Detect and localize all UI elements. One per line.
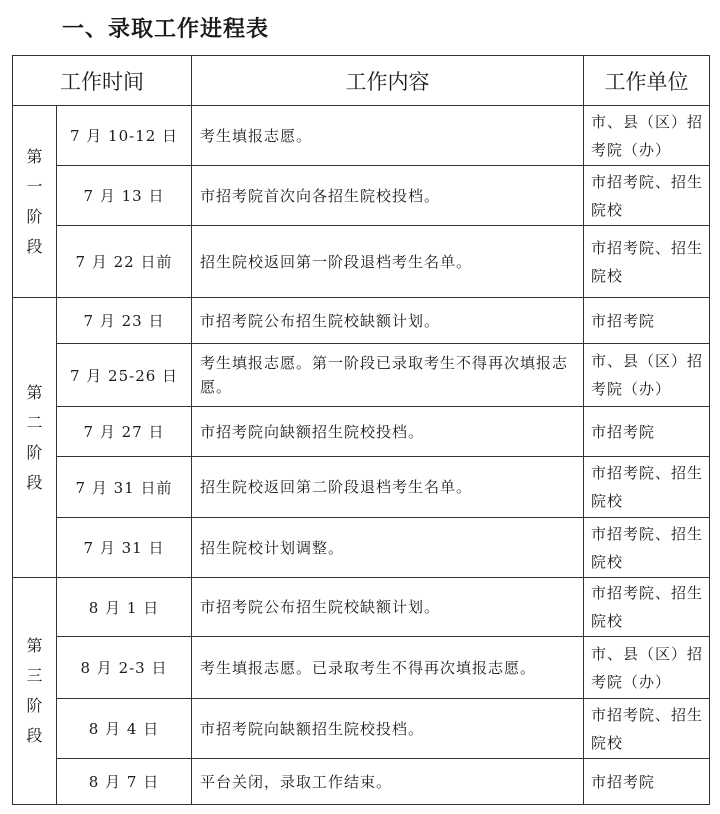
table-row bbox=[13, 407, 710, 457]
unit-cell: 市、县（区）招考院（办） bbox=[584, 344, 710, 407]
content-cell: 考生填报志愿。 bbox=[192, 106, 584, 166]
time-cell: 7 月 13 日 bbox=[57, 166, 192, 226]
header-row bbox=[13, 56, 710, 106]
content-cell: 市招考院公布招生院校缺额计划。 bbox=[192, 578, 584, 637]
table-row bbox=[13, 578, 710, 637]
content-cell: 市招考院公布招生院校缺额计划。 bbox=[192, 298, 584, 344]
unit-cell: 市招考院、招生院校 bbox=[584, 226, 710, 298]
unit-cell: 市招考院、招生院校 bbox=[584, 578, 710, 637]
unit-cell: 市招考院、招生院校 bbox=[584, 699, 710, 759]
phase-3-label: 第 三 阶 段 bbox=[13, 578, 57, 805]
unit-cell: 市、县（区）招考院（办） bbox=[584, 106, 710, 166]
time-cell: 7 月 31 日前 bbox=[57, 457, 192, 518]
content-cell: 市招考院向缺额招生院校投档。 bbox=[192, 699, 584, 759]
page-title: 一、录取工作进程表 bbox=[62, 17, 270, 42]
unit-cell: 市招考院 bbox=[584, 298, 710, 344]
table-row bbox=[13, 699, 710, 759]
content-cell: 考生填报志愿。已录取考生不得再次填报志愿。 bbox=[192, 637, 584, 699]
table-row bbox=[13, 518, 710, 578]
content-cell: 招生院校返回第二阶段退档考生名单。 bbox=[192, 457, 584, 518]
header-unit: 工作单位 bbox=[584, 56, 710, 106]
unit-cell: 市招考院、招生院校 bbox=[584, 457, 710, 518]
content-cell: 平台关闭，录取工作结束。 bbox=[192, 759, 584, 805]
unit-cell: 市招考院、招生院校 bbox=[584, 166, 710, 226]
unit-cell: 市招考院 bbox=[584, 759, 710, 805]
time-cell: 7 月 27 日 bbox=[57, 407, 192, 457]
content-cell: 市招考院向缺额招生院校投档。 bbox=[192, 407, 584, 457]
time-cell: 7 月 23 日 bbox=[57, 298, 192, 344]
phase-2-label: 第 二 阶 段 bbox=[13, 298, 57, 578]
time-cell: 7 月 25-26 日 bbox=[57, 344, 192, 407]
unit-cell: 市、县（区）招考院（办） bbox=[584, 637, 710, 699]
table-row bbox=[13, 344, 710, 407]
time-cell: 7 月 10-12 日 bbox=[57, 106, 192, 166]
table-row bbox=[13, 637, 710, 699]
table-row bbox=[13, 759, 710, 805]
content-cell: 考生填报志愿。第一阶段已录取考生不得再次填报志愿。 bbox=[192, 344, 584, 407]
time-cell: 7 月 22 日前 bbox=[57, 226, 192, 298]
table-row bbox=[13, 298, 710, 344]
header-content: 工作内容 bbox=[192, 56, 584, 106]
admission-schedule-table bbox=[12, 55, 710, 805]
time-cell: 8 月 2-3 日 bbox=[57, 637, 192, 699]
header-time: 工作时间 bbox=[13, 56, 192, 106]
table-row bbox=[13, 106, 710, 166]
time-cell: 7 月 31 日 bbox=[57, 518, 192, 578]
time-cell: 8 月 7 日 bbox=[57, 759, 192, 805]
content-cell: 招生院校返回第一阶段退档考生名单。 bbox=[192, 226, 584, 298]
table-row bbox=[13, 226, 710, 298]
table-row bbox=[13, 457, 710, 518]
phase-1-label: 第 一 阶 段 bbox=[13, 106, 57, 298]
unit-cell: 市招考院、招生院校 bbox=[584, 518, 710, 578]
time-cell: 8 月 1 日 bbox=[57, 578, 192, 637]
table-row bbox=[13, 166, 710, 226]
content-cell: 招生院校计划调整。 bbox=[192, 518, 584, 578]
content-cell: 市招考院首次向各招生院校投档。 bbox=[192, 166, 584, 226]
unit-cell: 市招考院 bbox=[584, 407, 710, 457]
time-cell: 8 月 4 日 bbox=[57, 699, 192, 759]
